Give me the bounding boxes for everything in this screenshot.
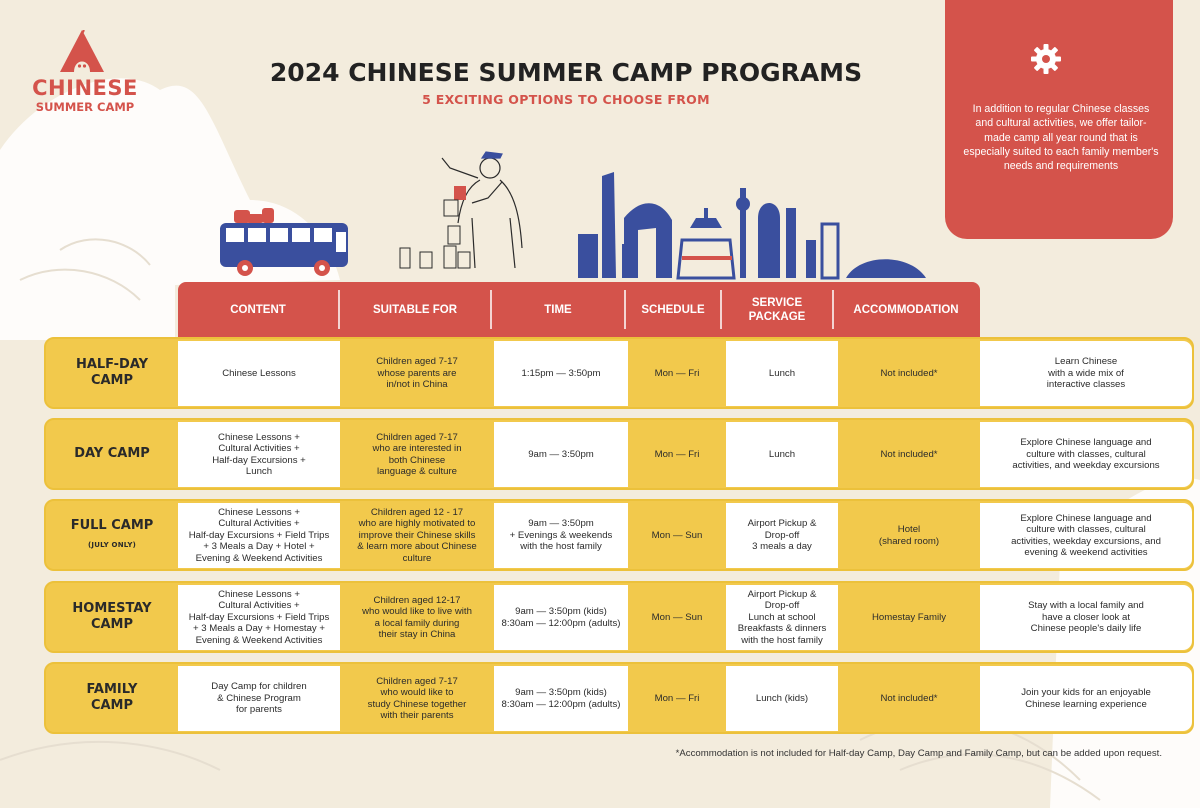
cell-schedule: Mon — Sun <box>651 529 703 541</box>
row-title <box>46 501 178 569</box>
city-skyline-icon <box>578 172 926 278</box>
info-card <box>945 0 1173 239</box>
row-title-text: FAMILY CAMP <box>86 682 138 713</box>
cell-suitable-for: Children aged 7-17 who are interested in both Chinese language & culture <box>372 431 462 477</box>
row-title <box>46 583 178 651</box>
table-row-half-day-camp <box>44 337 1194 409</box>
cell-schedule: Mon — Sun <box>651 611 703 623</box>
cell-suitable-for: Children aged 12-17 who would like to live with a local family during their stay in China <box>362 594 472 640</box>
cell-time: 9am — 3:50pm + Evenings & weekends with the host family <box>494 503 628 568</box>
cell-service-package: Lunch <box>726 422 838 487</box>
cell-schedule: Mon — Fri <box>654 448 700 460</box>
header-time: TIME <box>544 303 572 316</box>
row-title-text: DAY CAMP <box>74 446 150 461</box>
header-content: CONTENT <box>230 303 286 316</box>
page-subtitle: 5 EXCITING OPTIONS TO CHOOSE FROM <box>422 92 710 107</box>
cell-time: 1:15pm — 3:50pm <box>494 341 628 406</box>
logo-text-chinese: CHINESE <box>32 76 138 100</box>
page-title: 2024 CHINESE SUMMER CAMP PROGRAMS <box>269 58 863 87</box>
row-note: (JULY ONLY) <box>87 540 136 549</box>
cell-description: Explore Chinese language and culture with classes, cultural activities, and weekday excursions <box>980 422 1192 487</box>
row-title <box>46 339 178 407</box>
cell-content: Chinese Lessons + Cultural Activities + Half-day Excursions + Lunch <box>178 422 340 487</box>
cell-time: 9am — 3:50pm (kids) 8:30am — 12:00pm (adults) <box>494 585 628 650</box>
tent-logo-icon <box>60 30 104 72</box>
person-illustration <box>442 152 522 268</box>
cell-service-package: Airport Pickup & Drop-off 3 meals a day <box>726 503 838 568</box>
cell-accommodation: Homestay Family <box>871 611 947 623</box>
cell-description: Learn Chinese with a wide mix of interactive classes <box>980 341 1192 406</box>
cell-description: Join your kids for an enjoyable Chinese learning experience <box>980 666 1192 731</box>
cell-schedule: Mon — Fri <box>654 367 700 379</box>
header-service-package: SERVICE PACKAGE <box>748 296 806 323</box>
cell-suitable-for: Children aged 12 - 17 who are highly motivated to improve their Chinese skills & learn more about Chinese culture <box>357 506 477 564</box>
gear-icon <box>1031 44 1061 74</box>
cups-icon <box>400 186 470 268</box>
cell-accommodation: Not included* <box>880 448 938 460</box>
illustration <box>210 148 950 280</box>
row-title-text: FULL CAMP <box>70 517 154 533</box>
header-accommodation: ACCOMMODATION <box>853 303 959 316</box>
row-title-text: HALF-DAY CAMP <box>75 357 149 388</box>
cell-content: Day Camp for children & Chinese Program for parents <box>178 666 340 731</box>
logo[interactable] <box>22 30 142 120</box>
row-title <box>46 664 178 732</box>
table-row-day-camp <box>44 418 1194 490</box>
cell-time: 9am — 3:50pm <box>494 422 628 487</box>
cell-service-package: Lunch (kids) <box>726 666 838 731</box>
table-row-family-camp <box>44 662 1194 734</box>
header-schedule: SCHEDULE <box>641 303 705 316</box>
info-card-text: In addition to regular Chinese classes and cultural activities, we offer tailor-made camp all year round that is especially suited to each family member's needs and requirements <box>963 103 1159 173</box>
cell-time: 9am — 3:50pm (kids) 8:30am — 12:00pm (adults) <box>494 666 628 731</box>
cell-content: Chinese Lessons + Cultural Activities + Half-day Excursions + Field Trips + 3 Meals a Day + Homestay + Evening & Weekend Activities <box>178 585 340 650</box>
cell-accommodation: Not included* <box>880 367 938 379</box>
row-title <box>46 420 178 488</box>
table-row-full-camp <box>44 499 1194 571</box>
cell-schedule: Mon — Fri <box>654 692 700 704</box>
cell-suitable-for: Children aged 7-17 whose parents are in/not in China <box>376 356 458 391</box>
cell-service-package: Airport Pickup & Drop-off Lunch at school Breakfasts & dinners with the host family <box>726 585 838 650</box>
cell-content: Chinese Lessons + Cultural Activities + Half-day Excursions + Field Trips + 3 Meals a Day + Hotel + Evening & Weekend Activities <box>178 503 340 568</box>
cell-suitable-for: Children aged 7-17 who would like to study Chinese together with their parents <box>367 675 467 721</box>
footnote: *Accommodation is not included for Half-day Camp, Day Camp and Family Camp, but can be added upon request. <box>675 748 1162 759</box>
cell-accommodation: Hotel (shared room) <box>878 524 940 547</box>
table-row-homestay-camp <box>44 581 1194 653</box>
cell-accommodation: Not included* <box>880 692 938 704</box>
cell-description: Explore Chinese language and culture with classes, cultural activities, weekday excursions, and evening & weekend activities <box>980 503 1192 568</box>
logo-text-summer-camp: SUMMER CAMP <box>35 100 135 114</box>
cell-service-package: Lunch <box>726 341 838 406</box>
header-suitable-for: SUITABLE FOR <box>372 303 458 316</box>
bus-icon <box>220 208 348 276</box>
cell-description: Stay with a local family and have a closer look at Chinese people's daily life <box>980 585 1192 650</box>
cell-content: Chinese Lessons <box>178 341 340 406</box>
table-header <box>178 282 980 337</box>
row-title-text: HOMESTAY CAMP <box>72 601 152 632</box>
